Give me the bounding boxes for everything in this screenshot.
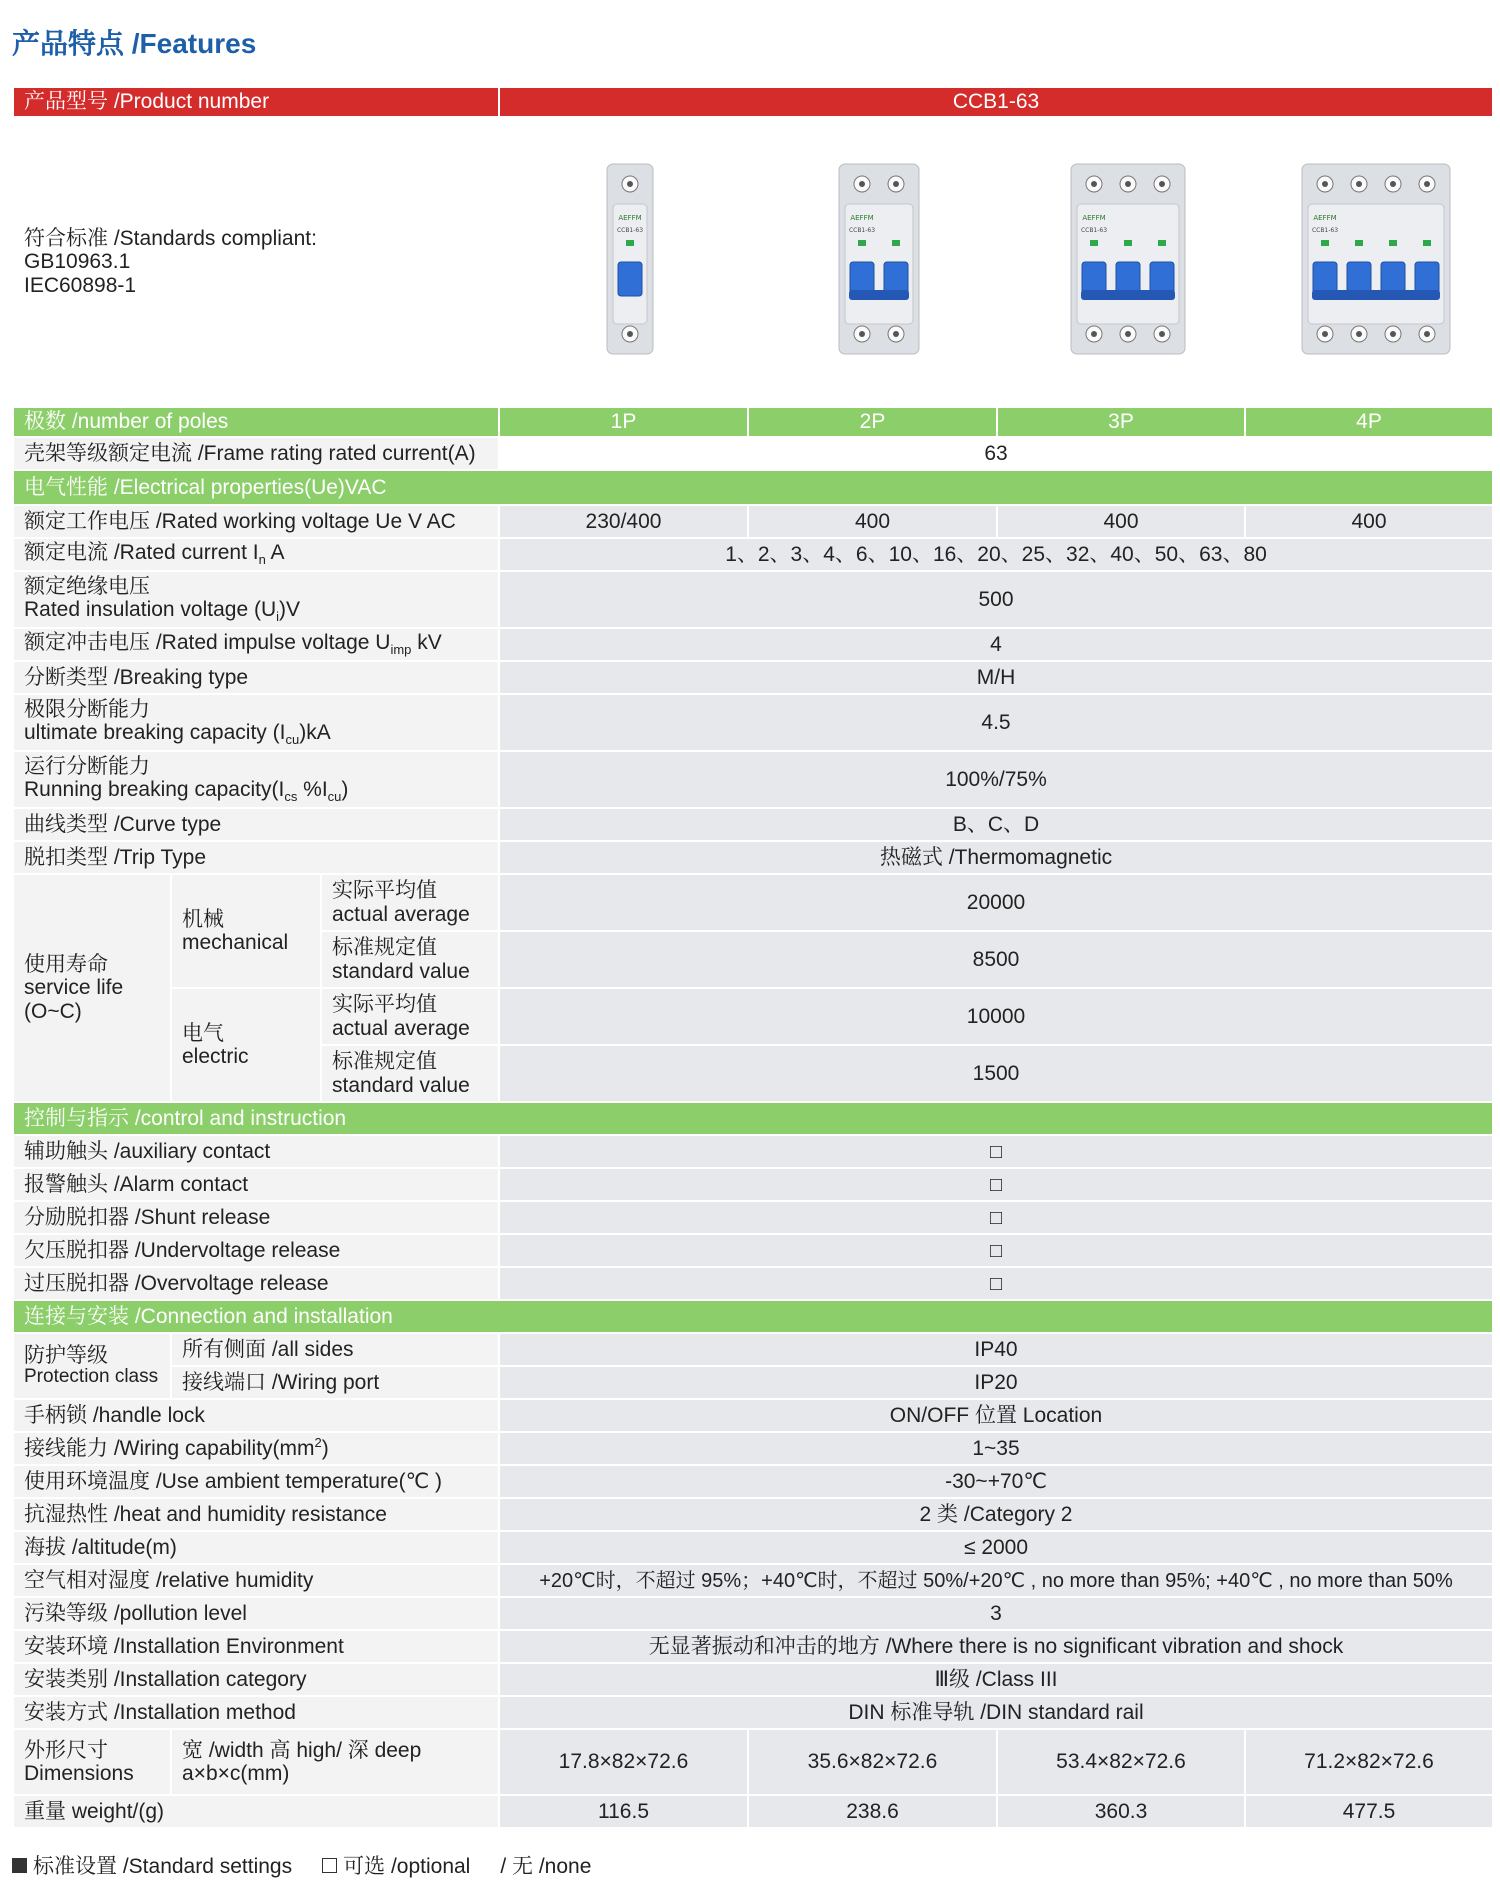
brand-label: AEFFM [850,214,874,223]
screw-hole-icon [1091,181,1097,187]
life-elec-actual-value: 10000 [499,988,1493,1045]
brand-label: AEFFM [1082,214,1106,223]
standards-label: 符合标准 /Standards compliant: [24,227,317,251]
dimensions-label: 外形尺寸 Dimensions [13,1729,171,1795]
screw-hole-icon [1091,331,1097,337]
handle-tie-bar [1081,290,1175,300]
control-label: 报警触头 /Alarm contact [13,1168,499,1201]
empty-square-icon [322,1858,337,1873]
legend-none [500,1850,591,1880]
handle-label: 手柄锁 /handle lock [13,1399,499,1432]
pole-3p: 3P [997,407,1245,437]
frame-row [13,437,1493,470]
standard-iec: IEC60898-1 [24,273,137,297]
indicator-window [1389,240,1397,246]
weight-1p: 116.5 [499,1795,748,1828]
method-row [13,1696,1493,1729]
connection-section-title: 连接与安装 /Connection and installation [13,1300,1493,1333]
toggle-handle [618,262,642,296]
screw-hole-icon [1125,331,1131,337]
rated-voltage-3p: 400 [997,505,1245,538]
control-row [13,1267,1493,1300]
screw-hole-icon [627,181,633,187]
screw-hole-icon [1356,331,1362,337]
control-value: □ [499,1168,1493,1201]
breaker-image-4p [1245,117,1493,407]
ambient-value: -30~+70℃ [499,1465,1493,1498]
heat-value: 2 类 /Category 2 [499,1498,1493,1531]
protection-label: 防护等级 Protection class [13,1333,171,1399]
legend-standard [12,1850,292,1880]
legend [12,1850,591,1880]
poles-row [13,407,1493,437]
breaker-image-3p [997,117,1245,407]
indicator-window [892,240,900,246]
altitude-row [13,1531,1493,1564]
life-mech-standard-value: 8500 [499,931,1493,988]
indicator-window [626,240,634,246]
altitude-value: ≤ 2000 [499,1531,1493,1564]
handle-tie-bar [849,290,909,300]
ultimate-label: 极限分断能力 ultimate breaking capacity $(I_{cu})kA$ [13,694,499,751]
screw-hole-icon [1356,181,1362,187]
environment-row [13,1630,1493,1663]
control-label: 过压脱扣器 /Overvoltage release [13,1267,499,1300]
insulation-label: 额定绝缘电压 Rated insulation voltage $(U_i)V$ [13,571,499,628]
weight-3p: 360.3 [997,1795,1245,1828]
category-row [13,1663,1493,1696]
legend-standard-text: 标准设置 /Standard settings [33,1855,293,1878]
protection-sides-value: IP40 [499,1333,1493,1366]
weight-2p: 238.6 [748,1795,997,1828]
screw-hole-icon [1322,181,1328,187]
indicator-window [1090,240,1098,246]
pole-1p: 1P [499,407,748,437]
pollution-row [13,1597,1493,1630]
life-mechanical: 机械 mechanical [171,874,321,988]
screw-hole-icon [893,331,899,337]
pole-2p: 2P [748,407,997,437]
dimensions-1p: 17.8×82×72.6 [499,1729,748,1795]
life-elec-standard-value: 1500 [499,1045,1493,1102]
screw-hole-icon [893,181,899,187]
life-elec-actual-label: 实际平均值 actual average [321,988,499,1045]
control-value: □ [499,1267,1493,1300]
model-label: CCB1-63 [616,227,644,235]
legend-optional-text: 可选 /optional [343,1855,471,1878]
control-row [13,1168,1493,1201]
screw-hole-icon [1390,331,1396,337]
screw-hole-icon [859,181,865,187]
ultimate-value: 4.5 [499,694,1493,751]
insulation-row [13,571,1493,628]
pole-4p: 4P [1245,407,1493,437]
rated-voltage-1p: 230/400 [499,505,748,538]
handle-value: ON/OFF 位置 Location [499,1399,1493,1432]
ambient-row [13,1465,1493,1498]
ultimate-row [13,694,1493,751]
indicator-window [1355,240,1363,246]
control-section-title: 控制与指示 /control and instruction [13,1102,1493,1135]
handle-tie-bar [1312,290,1440,300]
life-elec-actual-row [13,988,1493,1045]
screw-hole-icon [1125,181,1131,187]
control-row [13,1135,1493,1168]
indicator-window [858,240,866,246]
frame-label: 壳架等级额定电流 /Frame rating rated current(A) [13,437,499,470]
environment-value: 无显著振动和冲击的地方 /Where there is no significant vibration and shock [499,1630,1493,1663]
model-label: CCB1-63 [1311,227,1339,235]
impulse-row [13,628,1493,661]
rated-current-label: 额定电流 /Rated current $I_n$ A [13,538,499,571]
trip-label: 脱扣类型 /Trip Type [13,841,499,874]
model-label: CCB1-63 [848,227,876,235]
product-number-row [13,87,1493,117]
page-title: 产品特点 /Features [12,28,257,59]
curve-row [13,808,1493,841]
breaking-type-value: M/H [499,661,1493,694]
humidity-row [13,1564,1493,1597]
frame-value: 63 [499,437,1493,470]
method-value: DIN 标准导轨 /DIN standard rail [499,1696,1493,1729]
dimensions-2p: 35.6×82×72.6 [748,1729,997,1795]
trip-row [13,841,1493,874]
running-row [13,751,1493,808]
image-row [13,117,1493,407]
pollution-value: 3 [499,1597,1493,1630]
control-section [13,1102,1493,1135]
life-mech-actual-value: 20000 [499,874,1493,931]
life-mech-actual-row [13,874,1493,931]
screw-hole-icon [1159,181,1165,187]
electrical-section-title: 电气性能 /Electrical properties(Ue)VAC [13,470,1493,505]
rated-voltage-4p: 400 [1245,505,1493,538]
control-value: □ [499,1234,1493,1267]
life-mech-actual-label: 实际平均值 actual average [321,874,499,931]
breaker-image-1p [499,117,748,407]
dimensions-sub-label: 宽 /width 高 high/ 深 deep a×b×c(mm) [171,1729,499,1795]
control-row [13,1201,1493,1234]
rated-current-value: 1、2、3、4、6、10、16、20、25、32、40、50、63、80 [499,538,1493,571]
screw-hole-icon [859,331,865,337]
breaking-type-row [13,661,1493,694]
rated-voltage-row [13,505,1493,538]
life-label: 使用寿命 service life (O~C) [13,874,171,1102]
indicator-window [1158,240,1166,246]
brand-label: AEFFM [618,214,642,223]
screw-hole-icon [1322,331,1328,337]
product-number-label: 产品型号 /Product number [13,87,499,117]
control-label: 分励脱扣器 /Shunt release [13,1201,499,1234]
wiring-row [13,1432,1493,1465]
category-value: Ⅲ级 /Class III [499,1663,1493,1696]
weight-label: 重量 weight/(g) [13,1795,499,1828]
product-number-value: CCB1-63 [499,87,1493,117]
trip-value: 热磁式 /Thermomagnetic [499,841,1493,874]
protection-port-row [13,1366,1493,1399]
handle-row [13,1399,1493,1432]
heat-label: 抗湿热性 /heat and humidity resistance [13,1498,499,1531]
rated-voltage-2p: 400 [748,505,997,538]
dimensions-4p: 71.2×82×72.6 [1245,1729,1493,1795]
rated-voltage-label: 额定工作电压 /Rated working voltage Ue V AC [13,505,499,538]
standards-cell [13,117,499,407]
breaking-type-label: 分断类型 /Breaking type [13,661,499,694]
control-value: □ [499,1135,1493,1168]
curve-label: 曲线类型 /Curve type [13,808,499,841]
electrical-section [13,470,1493,505]
humidity-value: +20℃时，不超过 95%；+40℃时，不超过 50%/+20℃ , no more than 95%; +40℃ , no more than 50% [499,1564,1493,1597]
screw-hole-icon [1424,181,1430,187]
screw-hole-icon [1159,331,1165,337]
screw-hole-icon [1390,181,1396,187]
connection-section [13,1300,1493,1333]
legend-none-text: / 无 /none [500,1855,592,1878]
screw-hole-icon [627,331,633,337]
protection-port-label: 接线端口 /Wiring port [171,1366,499,1399]
life-electric: 电气 electric [171,988,321,1102]
impulse-label: 额定冲击电压 /Rated impulse voltage $U_{imp}$ kV [13,628,499,661]
control-label: 欠压脱扣器 /Undervoltage release [13,1234,499,1267]
weight-row [13,1795,1493,1828]
life-mech-standard-label: 标准规定值 standard value [321,931,499,988]
dimensions-row [13,1729,1493,1795]
environment-label: 安装环境 /Installation Environment [13,1630,499,1663]
humidity-label: 空气相对湿度 /relative humidity [13,1564,499,1597]
poles-label: 极数 /number of poles [13,407,499,437]
impulse-value: 4 [499,628,1493,661]
indicator-window [1423,240,1431,246]
filled-square-icon [12,1858,27,1873]
screw-hole-icon [1424,331,1430,337]
wiring-value: 1~35 [499,1432,1493,1465]
altitude-label: 海拔 /altitude(m) [13,1531,499,1564]
insulation-value: 500 [499,571,1493,628]
wiring-label: 接线能力 /Wiring $capability(mm^2)$ [13,1432,499,1465]
running-value: 100%/75% [499,751,1493,808]
spec-table [12,86,1494,1829]
protection-sides-row [13,1333,1493,1366]
standard-gb: GB10963.1 [24,250,131,274]
running-label: 运行分断能力 Running breaking $capacity(I_{cs}$ $\%I_{cu}$) [13,751,499,808]
life-elec-standard-label: 标准规定值 standard value [321,1045,499,1102]
breaker-image-2p [748,117,997,407]
curve-value: B、C、D [499,808,1493,841]
rated-current-row [13,538,1493,571]
control-label: 辅助触头 /auxiliary contact [13,1135,499,1168]
heat-row [13,1498,1493,1531]
pollution-label: 污染等级 /pollution level [13,1597,499,1630]
indicator-window [1124,240,1132,246]
ambient-label: 使用环境温度 /Use ambient temperature(℃ ) [13,1465,499,1498]
legend-optional [322,1850,470,1880]
control-row [13,1234,1493,1267]
brand-label: AEFFM [1313,214,1337,223]
model-label: CCB1-63 [1080,227,1108,235]
dimensions-3p: 53.4×82×72.6 [997,1729,1245,1795]
control-value: □ [499,1201,1493,1234]
category-label: 安装类别 /Installation category [13,1663,499,1696]
indicator-window [1321,240,1329,246]
weight-4p: 477.5 [1245,1795,1493,1828]
method-label: 安装方式 /Installation method [13,1696,499,1729]
protection-sides-label: 所有侧面 /all sides [171,1333,499,1366]
protection-port-value: IP20 [499,1366,1493,1399]
